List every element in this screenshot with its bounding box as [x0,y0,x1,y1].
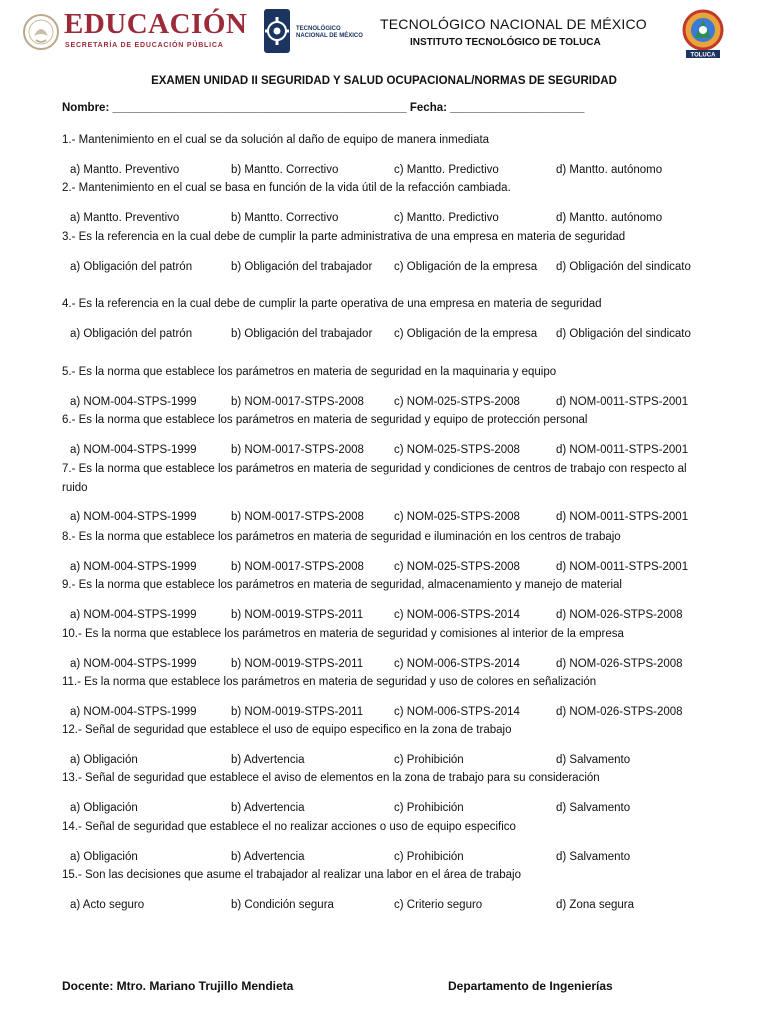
question-text: 14.- Señal de seguridad que establece el no realizar acciones o uso de equipo especifico [62,821,516,833]
option-d: d) NOM-0011-STPS-2001 [556,396,689,408]
document-header [0,0,768,70]
toluca-label: TOLUCA [690,52,716,59]
option-a: a) NOM-004-STPS-1999 [70,706,197,718]
tecnm-line-2: NACIONAL DE MÉXICO [296,33,363,39]
question-text: 2.- Mantenimiento en el cual se basa en función de la vida útil de la refacción cambiada. [62,182,511,194]
question-text: 9.- Es la norma que establece los parámetros en materia de seguridad, almacenamiento y manejo de material [62,579,622,591]
option-c: c) Prohibición [394,802,464,814]
option-b: b) Obligación del trabajador [231,328,373,340]
option-d: d) Obligación del sindicato [556,261,691,273]
option-b: b) Advertencia [231,802,305,814]
option-c: c) Obligación de la empresa [394,261,538,273]
option-c: c) Prohibición [394,851,464,863]
option-a: a) Acto seguro [70,899,145,911]
option-c: c) NOM-006-STPS-2014 [394,706,520,718]
option-b: b) NOM-0019-STPS-2011 [231,609,364,621]
option-b: b) Mantto. Correctivo [231,212,339,224]
option-d: d) Obligación del sindicato [556,328,691,340]
option-d: d) Salvamento [556,851,631,863]
question-text: 6.- Es la norma que establece los parámetros en materia de seguridad y equipo de protección personal [62,414,588,426]
option-d: d) Salvamento [556,754,631,766]
option-d: d) NOM-0011-STPS-2001 [556,444,689,456]
exam-title: EXAMEN UNIDAD II SEGURIDAD Y SALUD OCUPACIONAL/NORMAS DE SEGURIDAD [151,75,617,87]
option-c: c) NOM-025-STPS-2008 [394,561,520,573]
question-text: 11.- Es la norma que establece los parámetros en materia de seguridad y uso de colores en señalización [62,676,597,688]
option-c: c) NOM-025-STPS-2008 [394,396,520,408]
option-a: a) NOM-004-STPS-1999 [70,511,197,523]
tecnm-line-1: TECNOLÓGICO [296,26,341,32]
option-c: c) Mantto. Predictivo [394,212,499,224]
option-a: a) Obligación [70,802,138,814]
option-d: d) Mantto. autónomo [556,164,663,176]
tecnm-gear-icon [262,7,292,55]
option-a: a) NOM-004-STPS-1999 [70,396,197,408]
option-b: b) Obligación del trabajador [231,261,373,273]
option-a: a) Obligación [70,754,138,766]
option-a: a) Obligación del patrón [70,261,193,273]
question-text: 10.- Es la norma que establece los parámetros en materia de seguridad y comisiones al interior de la empresa [62,628,624,640]
question-text: 5.- Es la norma que establece los parámetros en materia de seguridad en la maquinaria y equipo [62,366,557,378]
option-d: d) Salvamento [556,802,631,814]
option-b: b) Advertencia [231,851,305,863]
edu-subtitle: SECRETARÍA DE EDUCACIÓN PÚBLICA [65,42,224,49]
mexico-seal-icon [22,10,60,54]
question-text: 15.- Son las decisiones que asume el trabajador al realizar una labor en el área de trabajo [62,869,522,881]
option-a: a) Mantto. Preventivo [70,212,180,224]
option-a: a) Obligación [70,851,138,863]
option-a: a) Obligación del patrón [70,328,193,340]
departamento-label: Departamento de Ingenierías [448,979,613,993]
institution-name: TECNOLÓGICO NACIONAL DE MÉXICO [380,16,647,32]
option-d: d) NOM-026-STPS-2008 [556,658,683,670]
option-b: b) Advertencia [231,754,305,766]
question-text: 3.- Es la referencia en la cual debe de cumplir la parte administrativa de una empresa en materia de seguridad [62,231,626,243]
option-d: d) Mantto. autónomo [556,212,663,224]
option-d: d) NOM-026-STPS-2008 [556,609,683,621]
option-a: a) NOM-004-STPS-1999 [70,609,197,621]
toluca-logo-icon [680,8,726,60]
option-b: b) NOM-0019-STPS-2011 [231,658,364,670]
option-a: a) NOM-004-STPS-1999 [70,444,197,456]
question-text: 1.- Mantenimiento en el cual se da solución al daño de equipo de manera inmediata [62,134,490,146]
option-d: d) Zona segura [556,899,634,911]
option-b: b) Condición segura [231,899,334,911]
tecnm-label [296,26,363,40]
option-b: b) NOM-0017-STPS-2008 [231,396,364,408]
option-b: b) NOM-0017-STPS-2008 [231,511,364,523]
option-c: c) NOM-006-STPS-2014 [394,658,520,670]
option-d: d) NOM-0011-STPS-2001 [556,561,689,573]
option-a: a) Mantto. Preventivo [70,164,180,176]
option-c: c) Mantto. Predictivo [394,164,499,176]
question-text: 4.- Es la referencia en la cual debe de cumplir la parte operativa de una empresa en materia de seguridad [62,298,602,310]
option-b: b) Mantto. Correctivo [231,164,339,176]
question-text: 8.- Es la norma que establece los parámetros en materia de seguridad e iluminación en los centros de trabajo [62,531,621,543]
campus-name: INSTITUTO TECNOLÓGICO DE TOLUCA [410,37,601,48]
nombre-fecha-line: Nombre: ______________________________________________ Fecha: _____________________ [62,102,585,114]
option-c: c) Prohibición [394,754,464,766]
option-a: a) NOM-004-STPS-1999 [70,658,197,670]
option-a: a) NOM-004-STPS-1999 [70,561,197,573]
option-c: c) Criterio seguro [394,899,483,911]
option-c: c) NOM-025-STPS-2008 [394,444,520,456]
option-b: b) NOM-0019-STPS-2011 [231,706,364,718]
docente-label: Docente: Mtro. Mariano Trujillo Mendieta [62,979,294,993]
option-b: b) NOM-0017-STPS-2008 [231,444,364,456]
option-d: d) NOM-026-STPS-2008 [556,706,683,718]
question-text: 13.- Señal de seguridad que establece el aviso de elementos en la zona de trabajo para su consideración [62,772,600,784]
option-d: d) NOM-0011-STPS-2001 [556,511,689,523]
option-b: b) NOM-0017-STPS-2008 [231,561,364,573]
option-c: c) Obligación de la empresa [394,328,538,340]
question-text: 7.- Es la norma que establece los parámetros en materia de seguridad y condiciones de centros de trabajo con respecto al ruido [62,463,687,494]
option-c: c) NOM-025-STPS-2008 [394,511,520,523]
option-c: c) NOM-006-STPS-2014 [394,609,520,621]
question-text: 12.- Señal de seguridad que establece el uso de equipo especifico en la zona de trabajo [62,724,512,736]
edu-title: EDUCACIÓN [64,8,248,40]
